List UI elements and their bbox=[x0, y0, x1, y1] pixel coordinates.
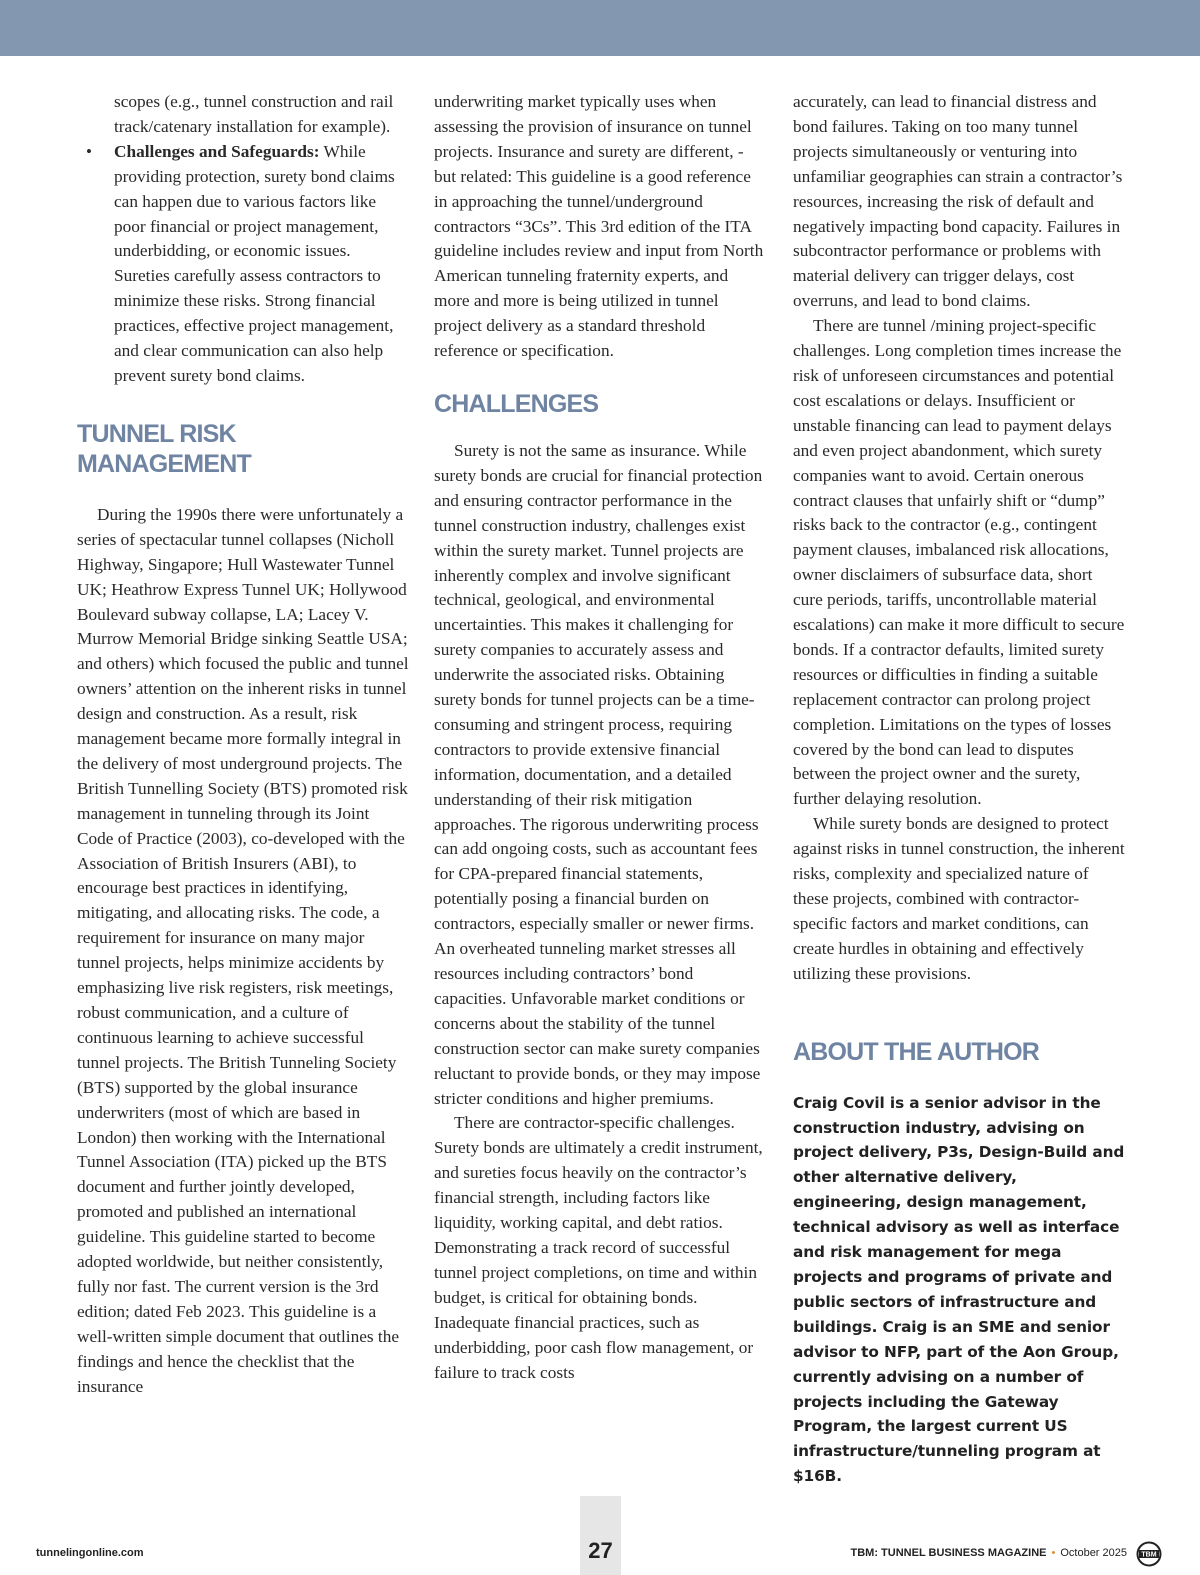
footer-magazine-info bbox=[851, 1547, 1127, 1559]
issue-date: October 2025 bbox=[1060, 1547, 1127, 1559]
column-2 bbox=[434, 90, 767, 1385]
header-band bbox=[0, 0, 1200, 56]
page-number: 27 bbox=[588, 1538, 613, 1563]
bullet-body: While providing protection, surety bond claims can happen due to various factors like poor financial or project management, underbidding, or economic issues. Sureties carefully assess contractors to minimize these risks. Strong financial practices, effective project management, and clear communication can also help prevent surety bond claims. bbox=[114, 141, 395, 385]
heading-challenges: CHALLENGES bbox=[434, 389, 599, 418]
paragraph-contractor-challenges: There are contractor-specific challenges. Surety bonds are ultimately a credit instrument, and sureties focus heavily on the contractor’s financial strength, including factors like liquidity, working capital, and debt ratios. Demonstrating a track record of successful tunnel project completions, on time and within budget, is critical for obtaining bonds. Inadequate financial practices, such as underbidding, poor cash flow management, or failure to track costs bbox=[434, 1113, 763, 1382]
paragraph-continuation: underwriting market typically uses when assessing the provision of insurance on tunnel projects. Insurance and surety are different, - but related: This guideline is a good reference in approaching the tunnel/underground contractors “3Cs”. This 3rd edition of the ITA guideline includes review and input from North American tunneling fraternity experts, and more and more is being utilized in tunnel project delivery as a standard threshold reference or specification. bbox=[434, 92, 764, 361]
separator-dot: • bbox=[1051, 1547, 1056, 1559]
heading-about-the-author: ABOUT THE AUTHOR bbox=[793, 1037, 1039, 1066]
paragraph-continuation: accurately, can lead to financial distress and bond failures. Taking on too many tunnel projects simultaneously or venturing into unfamiliar geographies can strain a contractor’s resources, increasing the risk of default and negatively impacting bond capacity. Failures in subcontractor performance or problems with material delivery can trigger delays, cost overruns, and lead to bond claims. bbox=[793, 92, 1123, 311]
magazine-name: TBM: TUNNEL BUSINESS MAGAZINE bbox=[850, 1547, 1047, 1559]
column-3 bbox=[793, 90, 1126, 1489]
author-bio: Craig Covil is a senior advisor in the construction industry, advising on project delivery, P3s, Design-Build and other alternative delivery, engineering, design management, technical advisory as well as interface and risk management for mega projects and programs of private and public sectors of infrastructure and buildings. Craig is an SME and senior advisor to NFP, part of the Aon Group, currently advising on a number of projects including the Gateway Program, the largest current US infrastructure/tunneling program at $16B. bbox=[793, 1093, 1125, 1486]
column-1 bbox=[77, 90, 410, 1400]
paragraph-project-challenges: There are tunnel /mining project-specific challenges. Long completion times increase the risk of unforeseen circumstances and potential cost escalations or delays. Insufficient or unstable financing can lead to payment delays and even project abandonment, which surety companies want to avoid. Certain onerous contract clauses that unfairly shift or “dump” risks back to the contractor (e.g., contingent payment clauses, imbalanced risk allocations, owner disclaimers of subsurface data, short cure periods, tariffs, uncontrollable material escalations) can make it more difficult to secure bonds. If a contractor defaults, limited surety resources or difficulties in finding a suitable replacement contractor can prolong project completion. Limitations on the types of losses covered by the bond can lead to disputes between the project owner and the surety, further delaying resolution. bbox=[793, 316, 1125, 809]
bullet-continuation: scopes (e.g., tunnel construction and rail track/catenary installation for example). bbox=[114, 92, 394, 136]
tbm-logo-icon bbox=[1136, 1541, 1162, 1567]
footer-site-link[interactable]: tunnelingonline.com bbox=[36, 1547, 144, 1559]
paragraph-conclusion: While surety bonds are designed to protect against risks in tunnel construction, the inherent risks, complexity and specialized nature of these projects, combined with contractor-specific factors and market conditions, can create hurdles in obtaining and effectively utilizing these provisions. bbox=[793, 814, 1125, 983]
bullet-title: Challenges and Safeguards: bbox=[114, 141, 320, 161]
paragraph-risk-management: During the 1990s there were unfortunately a series of spectacular tunnel collapses (Nicholl Highway, Singapore; Hull Wastewater Tunnel UK; Heathrow Express Tunnel UK; Hollywood Boulevard subway collapse, LA; Lacey V. Murrow Memorial Bridge sinking Seattle USA; and others) which focused the public and tunnel owners’ attention on the inherent risks in tunnel design and construction. As a result, risk management became more formally integral in the delivery of most underground projects. The British Tunnelling Society (BTS) promoted risk management in tunneling through its Joint Code of Practice (2003), co-developed with the Association of British Insurers (ABI), to encourage best practices in identifying, mitigating, and allocating risks. The code, a requirement for insurance on many major tunnel projects, helps minimize accidents by emphasizing live risk registers, risk meetings, robust communication, and a culture of continuous learning to achieve successful tunnel projects. The British Tunneling Society (BTS) supported by the global insurance underwriters (most of which are based in London) then working with the International Tunnel Association (ITA) picked up the BTS document and further jointly developed, promoted and published an international guideline. This guideline started to become adopted worldwide, but neither consistently, fully nor fast. The current version is the 3rd edition; dated Feb 2023. This guideline is a well-written simple document that outlines the findings and hence the checklist that the insurance bbox=[77, 504, 409, 1396]
bullet-item-challenges bbox=[77, 140, 410, 389]
heading-tunnel-risk-management: TUNNEL RISK MANAGEMENT bbox=[77, 419, 251, 478]
paragraph-surety-challenges: Surety is not the same as insurance. While surety bonds are crucial for financial protection and ensuring contractor performance in the tunnel construction industry, challenges exist within the surety market. Tunnel projects are inherently complex and involve significant technical, geological, and environmental uncertainties. This makes it challenging for surety companies to accurately assess and underwrite the associated risks. Obtaining surety bonds for tunnel projects can be a time-consuming and stringent process, requiring contractors to provide extensive financial information, documentation, and a detailed understanding of their risk mitigation approaches. The rigorous underwriting process can add ongoing costs, such as accountant fees for CPA-prepared financial statements, potentially posing a financial burden on contractors, especially smaller or newer firms. An overheated tunneling market stresses all resources including contractors’ bond capacities. Unfavorable market conditions or concerns about the stability of the tunnel construction sector can make surety companies reluctant to provide bonds, or they may impose stricter conditions and higher premiums. bbox=[434, 440, 763, 1108]
bullet-icon: • bbox=[86, 141, 92, 161]
logo-text: TBM bbox=[1141, 1551, 1157, 1559]
